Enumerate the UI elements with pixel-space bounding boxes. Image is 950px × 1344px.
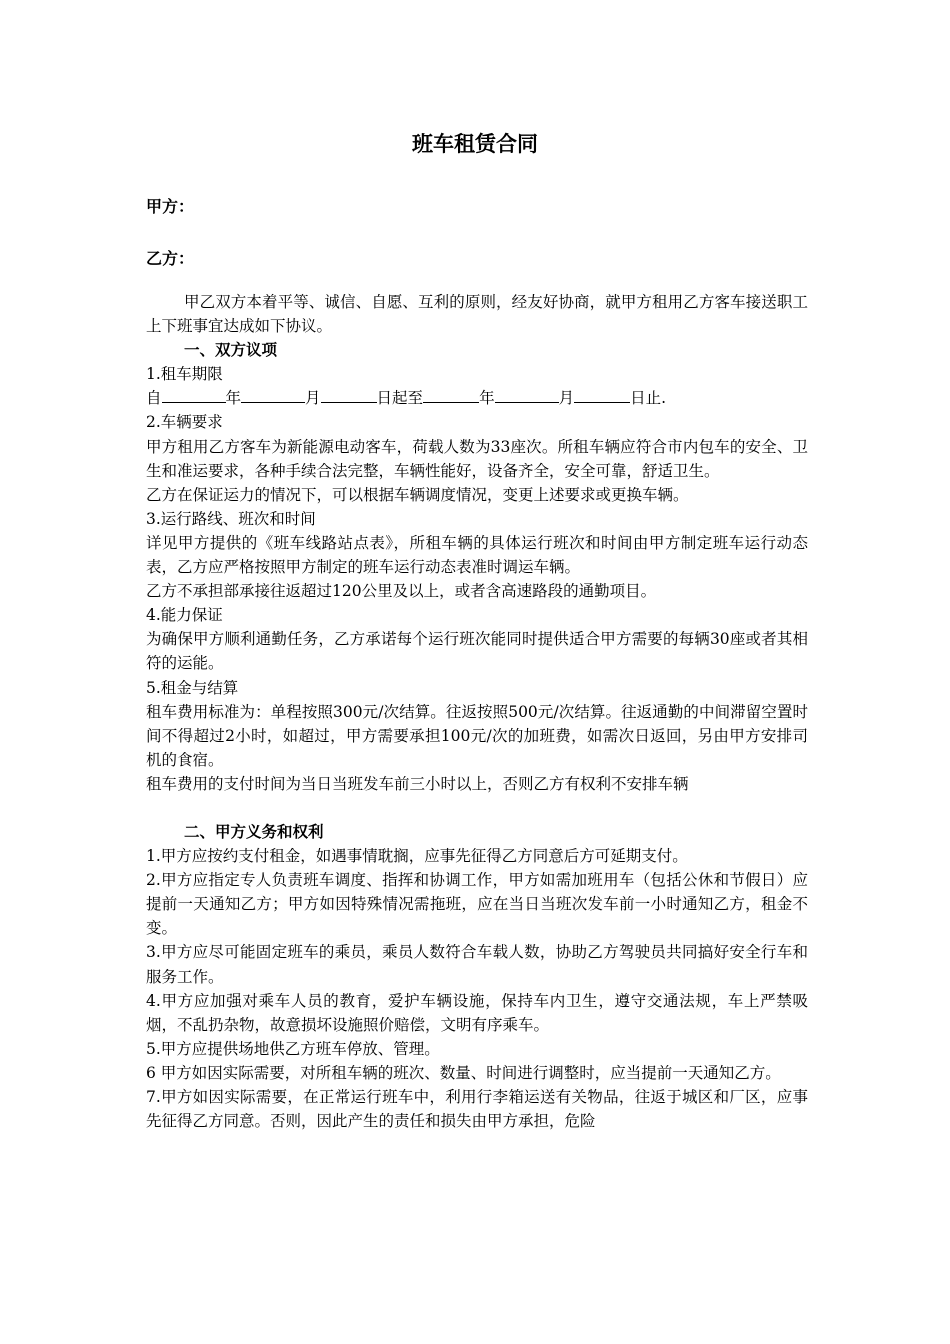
term-line (146, 386, 808, 410)
section1-heading: 一、双方议项 (184, 341, 278, 360)
document-title: 班车租赁合同 (412, 132, 538, 156)
blank-field[interactable] (423, 386, 479, 403)
obligation-item: 1.甲方应按约支付租金，如遇事情耽搁，应事先征得乙方同意后方可延期支付。 (146, 847, 688, 866)
route-paragraph-1: 详见甲方提供的《班车线路站点表》，所租车辆的具体运行班次和时间由甲方制定班车运行动态表，乙方应严格按照甲方制定的班车运行动态表准时调运车辆。 (146, 533, 808, 577)
rent-label: 5.租金与结算 (146, 678, 239, 697)
capacity-label: 4.能力保证 (146, 606, 223, 625)
obligation-item: 5.甲方应提供场地供乙方班车停放、管理。 (146, 1039, 440, 1058)
blank-field[interactable] (162, 386, 226, 403)
blank-field[interactable] (495, 386, 559, 403)
obligation-item: 6 甲方如因实际需要，对所租车辆的班次、数量、时间进行调整时，应当提前一天通知乙方。 (146, 1063, 781, 1082)
route-paragraph-2: 乙方不承担部承接往返超过120公里及以上，或者含高速路段的通勤项目。 (146, 582, 657, 601)
obligation-item: 3.甲方应尽可能固定班车的乘员，乘员人数符合车载人数，协助乙方驾驶员共同搞好安全行车和服务工作。 (146, 943, 808, 986)
route-label: 3.运行路线、班次和时间 (146, 509, 316, 528)
rent-paragraph-2: 租车费用的支付时间为当日当班发车前三小时以上，否则乙方有权利不安排车辆 (146, 774, 689, 793)
vehicle-paragraph-1: 甲方租用乙方客车为新能源电动客车，荷载人数为33座次。所租车辆应符合市内包车的安全、卫生和准运要求，各种手续合法完整，车辆性能好，设备齐全，安全可靠，舒适卫生。 (146, 437, 808, 480)
rent-paragraph-1: 租车费用标准为：单程按照300元/次结算。往返按照500元/次结算。往返通勤的中间滞留空置时间不得超过2小时，如超过，甲方需要承担100元/次的加班费，如需次日返回，另由甲方安排司机的食宿。 (146, 702, 808, 769)
vehicle-label: 2.车辆要求 (146, 413, 223, 432)
vehicle-paragraph-2: 乙方在保证运力的情况下，可以根据车辆调度情况，变更上述要求或更换车辆。 (146, 485, 689, 504)
term-label: 1.租车期限 (146, 365, 223, 384)
section2-heading: 二、甲方义务和权利 (184, 822, 324, 841)
term-d1: 日起至 (376, 389, 424, 408)
blank-field[interactable] (241, 386, 305, 403)
term-from: 自 (146, 389, 162, 408)
intro-paragraph: 甲乙双方本着平等、诚信、自愿、互利的原则，经友好协商，就甲方租用乙方客车接送职工上下班事宜达成如下协议。 (146, 293, 808, 336)
contract-body (146, 290, 808, 1133)
blank-field[interactable] (574, 386, 630, 403)
blank-field[interactable] (321, 386, 377, 403)
term-m1: 月 (305, 389, 321, 408)
term-y1: 年 (225, 389, 242, 408)
term-y2: 年 (479, 389, 495, 408)
obligation-item: 7.甲方如因实际需要，在正常运行班车中，利用行李箱运送有关物品，往返于城区和厂区，应事先征得乙方同意。否则，因此产生的责任和损失由甲方承担，危险 (146, 1088, 808, 1131)
obligation-item: 2.甲方应指定专人负责班车调度、指挥和协调工作，甲方如需加班用车（包括公休和节假日）应提前一天通知乙方；甲方如因特殊情况需拖班，应在当日当班次发车前一小时通知乙方，租金不变。 (146, 871, 808, 938)
obligation-item: 4.甲方应加强对乘车人员的教育，爱护车辆设施，保持车内卫生，遵守交通法规，车上严禁吸烟，不乱扔杂物，故意损坏设施照价赔偿，文明有序乘车。 (146, 991, 808, 1034)
term-d2: 日止. (630, 389, 667, 408)
party-a-label: 甲方： (146, 197, 195, 216)
term-m2: 月 (558, 389, 575, 408)
party-b-label: 乙方： (146, 249, 195, 268)
capacity-paragraph: 为确保甲方顺利通勤任务，乙方承诺每个运行班次能同时提供适合甲方需要的每辆30座或者其相符的运能。 (146, 630, 808, 673)
